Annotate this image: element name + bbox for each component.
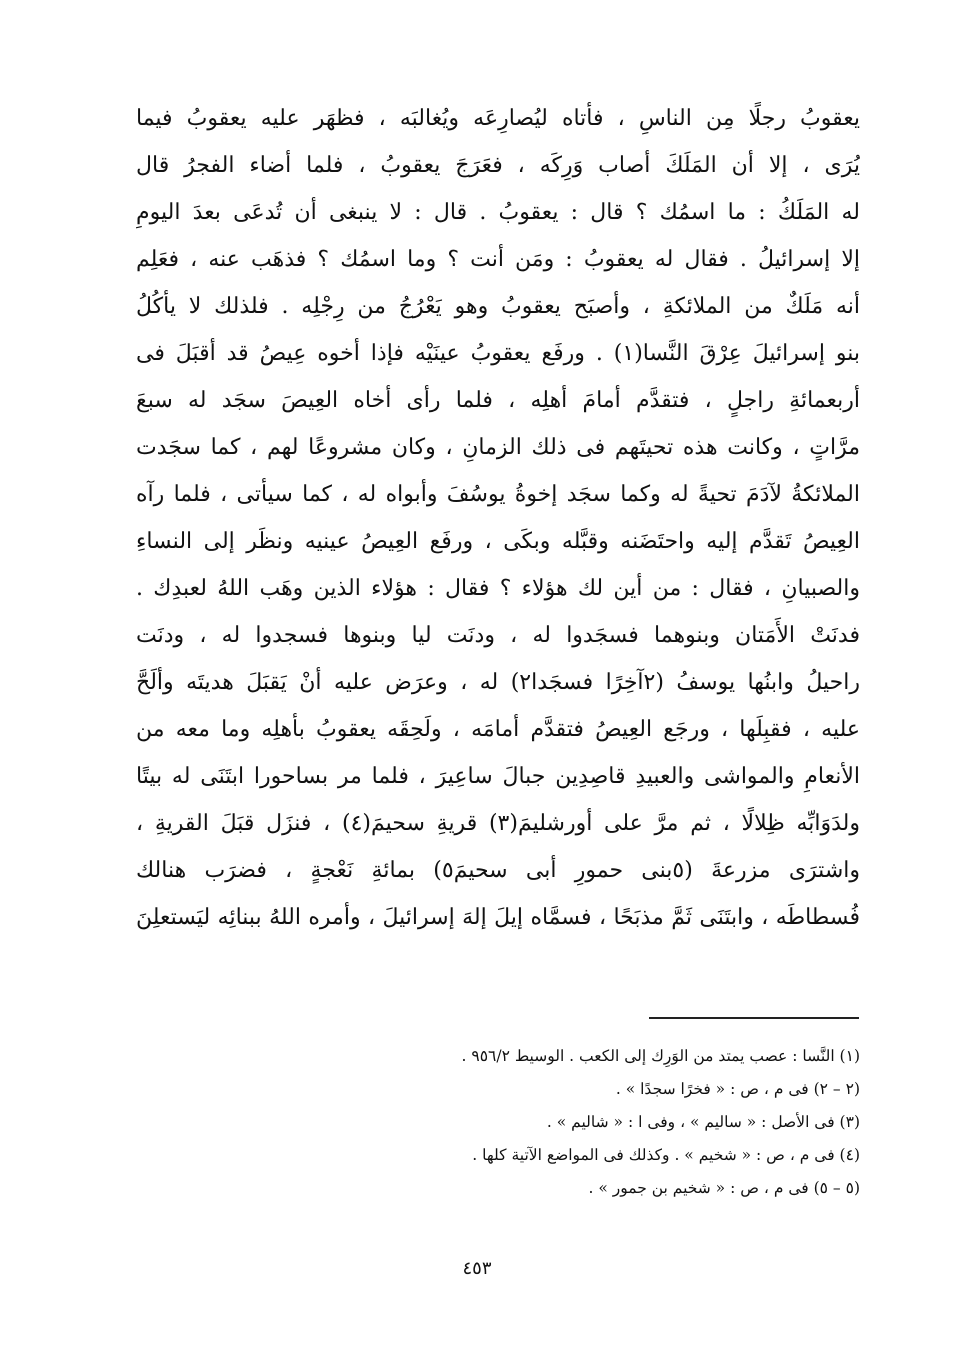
text-line: والصبيانِ ، فقال : من أين لك هؤلاء ؟ فقال : هؤلاء الذين وهَب اللهُ لعبدِك .: [136, 576, 860, 601]
text-line: فُسطاطَه ، وابتَنَى ثَمَّ مذبَحًا ، فسمَّاه إيلَ إلهَ إسرائيلَ ، وأمره اللهُ ببنائِه ليَستعلِنَ: [136, 905, 860, 930]
text-line: أربعمائةِ راجلٍ ، فتقدَّم أمامَ أهلِه ، فلما رأى أخاه العِيصَ سجَد له سبعَ: [136, 388, 860, 413]
footnote-divider: [649, 1017, 859, 1019]
text-line: أنه مَلَكٌ من الملائكةِ ، وأصبَح يعقوبُ وهو يَعْرُجُ من رِجْلِه . فلذلك لا يأكُلُ: [136, 294, 860, 319]
footnote: (٣) فى الأصل : « ساليم » ، وفى ا : « شاليم » .: [546, 1113, 860, 1131]
text-line: له المَلَكُ : ما اسمُك ؟ قال : يعقوبُ . قال : لا ينبغى أن تُدعَى بعدَ اليومِ: [136, 200, 860, 225]
text-line: راحيلُ وابنُها يوسفُ (٢آخِرًا فسجَدا٢) له ، وعرَض عليه أنْ يَقبَلَ هديتَه وألَحَّ: [136, 670, 860, 695]
text-line: فدنَتْ الأَمَتان وبنوهما فسجَدوا له ، ودنَت ليا وبنوها فسجدوا له ، ودنَت: [136, 623, 860, 648]
text-line: يعقوبُ رجلًا مِن الناسِ ، فأتاه ليُصارِعَه ويُغالبَه ، فظهَر عليه يعقوبُ فيما: [136, 106, 860, 131]
text-line: العِيصُ تَقدَّم إليه واحتَضَنه وقبَّله وبكَى ، ورفَع العِيصُ عينيه ونظَر إلى النساءِ: [136, 529, 860, 554]
text-line: واشترَى مزرعةَ (٥بنى حمورِ أبى سحيمَ٥) بمائةِ نَعْجةٍ ، فضرَب هنالك: [136, 858, 860, 883]
text-line: ولدَوَابِّه ظِلالًا ، ثم مرَّ على أورشليمَ(٣) قريةِ سحيمَ(٤) ، فنزَل قبَلَ القريةِ ،: [136, 811, 860, 836]
footnote: (٢ – ٢) فى م ، ص : « فخرًا سجدًا » .: [615, 1080, 860, 1098]
footnote: (١) النَّسا : عصب يمتد من الوَرِك إلى الكعب . الوسيط ٩٥٦/٢ .: [461, 1047, 860, 1065]
page-number: ٤٥٣: [462, 1258, 492, 1279]
text-line: الأنعامِ والمواشى والعبيدِ قاصِدِين جبالَ ساعِيرَ ، فلما مر بساحورا ابتَنَى له بيتًا: [136, 764, 860, 789]
text-line: إلا إسرائيلُ . فقال له يعقوبُ : ومَن أنت ؟ وما اسمُك ؟ فذهَب عنه ، فعَلِم: [136, 247, 860, 272]
text-line: الملائكةُ لآدَمَ تحيةً له وكما سجَد إخوةُ يوسُفَ وأبواه له ، كما سيأتى ، فلما رآه: [136, 482, 860, 507]
text-line: مرَّاتٍ ، وكانت هذه تحيتَهم فى ذلك الزمانِ ، وكان مشروعًا لهم ، كما سجَدت: [136, 435, 860, 460]
text-line: بنو إسرائيلَ عِرْقَ النَّسا(١) . ورفَع يعقوبُ عينَيْه فإذا أخوه عِيصُ قد أقبَلَ فى: [136, 341, 860, 366]
footnote: (٤) فى م ، ص : « شخيم » . وكذلك فى المواضع الآتية كلها .: [472, 1146, 860, 1164]
text-line: يُرَى ، إلا أن المَلَكَ أصاب وَرِكَه ، فعَرَجَ يعقوبُ ، فلما أضاء الفجرُ قال: [136, 153, 860, 178]
text-line: عليه ، فقبِلَها ، ورجَع العِيصُ فتقدَّم أمامَه ، ولَحِقَه يعقوبُ بأهلِه وما معه من: [136, 717, 860, 742]
footnotes: [300, 1040, 860, 1205]
footnote: (٥ – ٥) فى م ، ص : « شخيم بن جمور » .: [588, 1179, 860, 1197]
main-text: [136, 95, 860, 941]
